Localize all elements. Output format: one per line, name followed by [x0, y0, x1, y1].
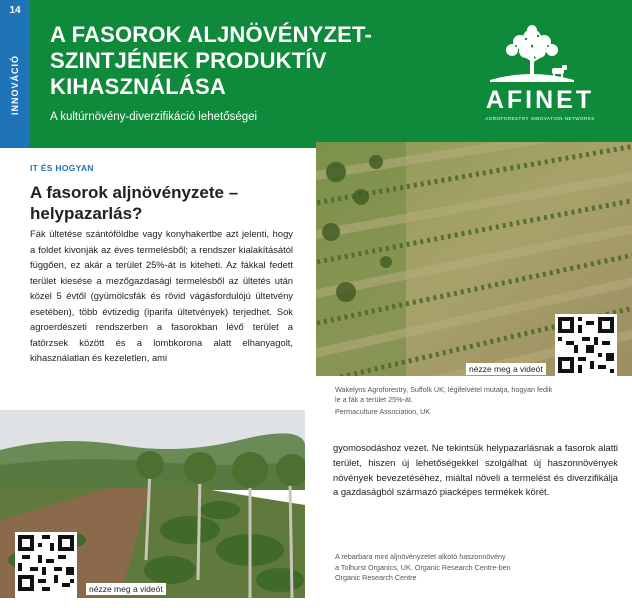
watch-video-link-2[interactable]: nézze meg a videót	[86, 583, 166, 595]
afinet-tree-logo-icon	[486, 24, 578, 84]
qr-code-2[interactable]	[15, 532, 77, 599]
photo1-credit: Permaculture Association, UK	[335, 407, 431, 416]
qr-code-1[interactable]	[555, 314, 617, 381]
article-heading: A fasorok aljnövényzete – helypazarlás?	[30, 183, 239, 223]
section-label	[0, 30, 30, 140]
title-line-2: SZINTJÉNEK PRODUKTÍV	[50, 48, 327, 73]
photo2-caption	[335, 552, 595, 584]
article-kicker: IT ÉS HOGYAN	[30, 163, 94, 173]
page-subtitle: A kultúrnövény-diverzifikáció lehetőségei	[50, 111, 258, 123]
photo1-caption-line-1: Wakelyns Agroforestry, Suffolk UK; légifelvétel mutatja, hogyan fedik	[335, 385, 553, 394]
page-title	[50, 22, 410, 100]
photo2-caption-line-1: A rebarbara mint aljnövényzetet alkotó haszonnövény	[335, 552, 506, 561]
title-line-3: KIHASZNÁLÁSA	[50, 74, 226, 99]
title-line-1: A FASOROK ALJNÖVÉNYZET-	[50, 22, 372, 47]
watch-video-link-1[interactable]: nézze meg a videót	[466, 363, 546, 375]
section-label-text: INNOVÁCIÓ	[10, 54, 20, 116]
afinet-logo-tagline: AGROFORESTRY INNOVATION NETWORKS	[485, 116, 595, 121]
afinet-logo-text: AFINET	[485, 86, 595, 114]
photo1-caption-line-2: le a fák a terület 25%-át.	[335, 395, 413, 404]
photo2-credit: Organic Research Centre	[335, 573, 417, 582]
article-body-part-1: Fák ültetése szántóföldbe vagy konyhakertbe azt jelenti, hogy a foldet kivonják az éves termelésből; a rendszer kialakításától függően, ez akár a terület 25%-át is kiteheti. Az fákkal fedett terület kiesése a mezőgazdasági termelésből az ültetés után közel 5 évtől (gyümölcsfák és rövid vágásfordulójú ültetvény esetében), több évtizedig (iparifa ültetvények) terjedhet. Sok agroerdészeti rendszerben a fasorokban lévő terület a fatörzsek között és a lombkorona alatt elhanyagolt, kihasználatlan és kezeletlen, ami	[30, 228, 293, 363]
page-number: 14	[9, 5, 21, 16]
photo1-caption	[335, 385, 625, 417]
article-body-part-2: gyomosodáshoz vezet. Ne tekintsük helypazarlásnak a fasorok alatti terület, hiszen új lehetőségekkel szolgálhat új haszonnövények növények bevezetéséhez, miáltal növeli a termelést és diverzifikálja a gazdaságból származó piacképes termékek körét.	[333, 442, 618, 498]
photo2-caption-line-2: a Tolhurst Organics, UK. Organic Research Centre-ben	[335, 562, 511, 572]
